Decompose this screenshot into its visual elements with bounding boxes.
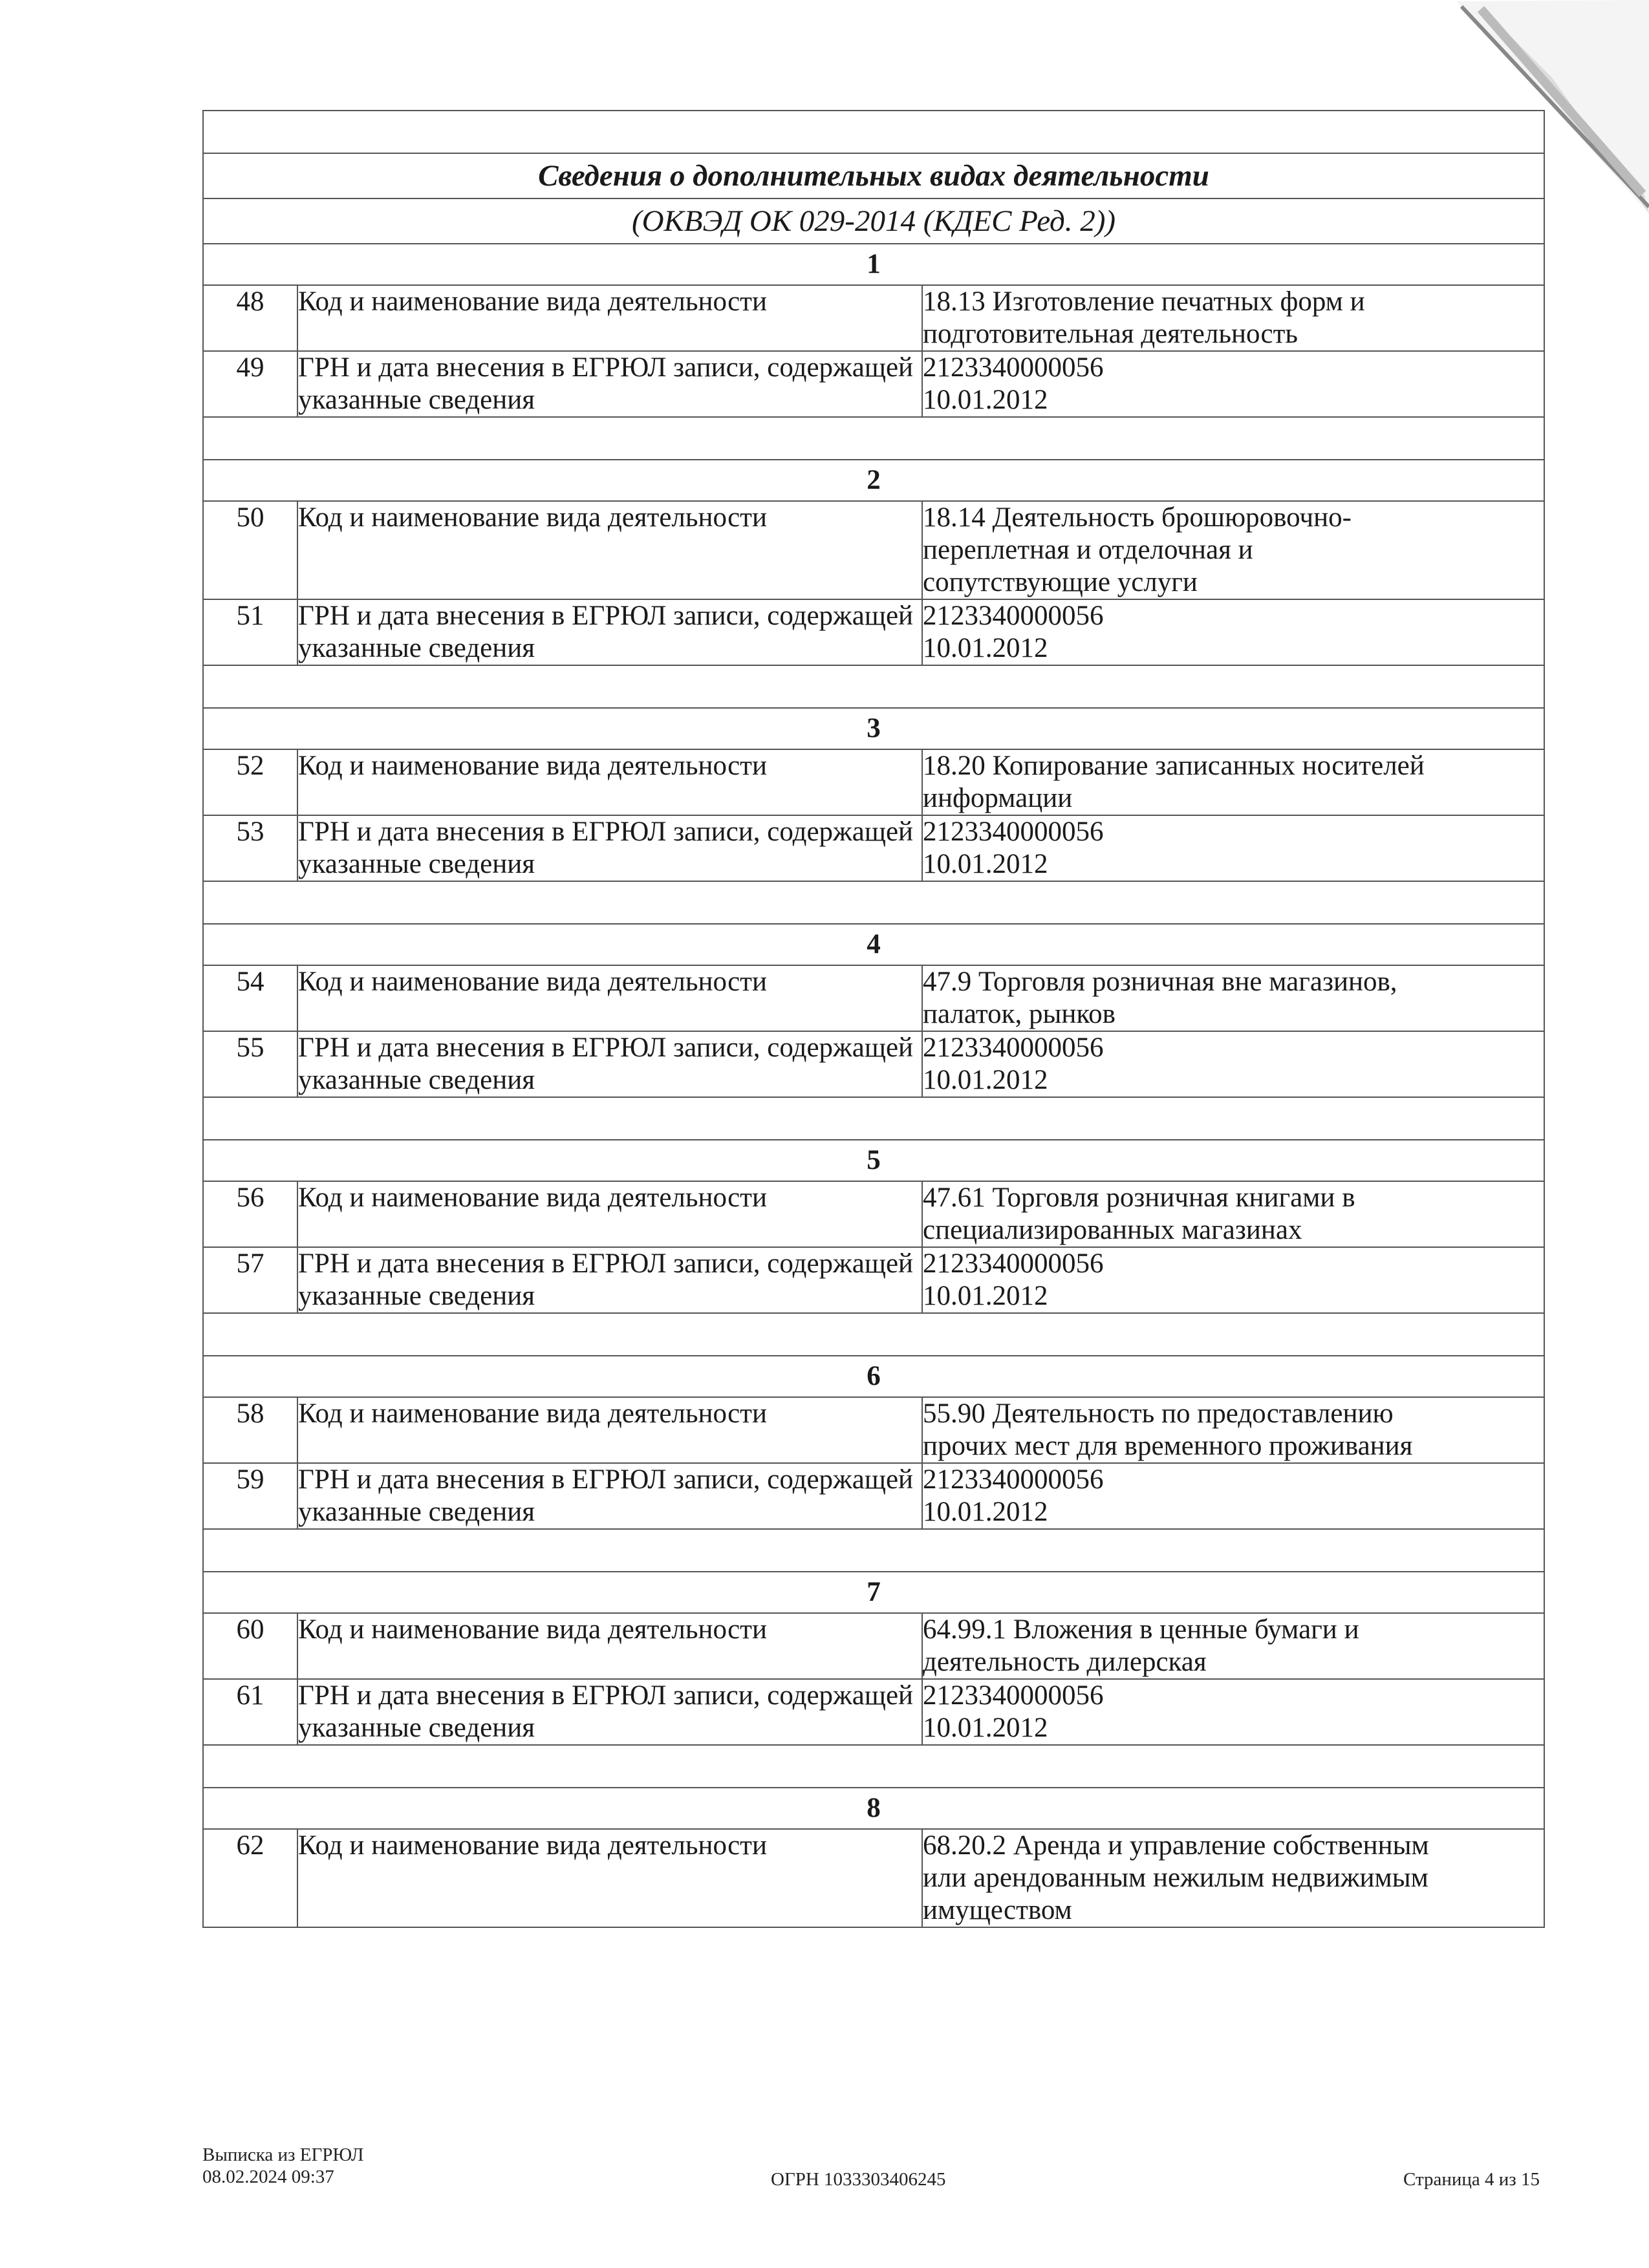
- subsection-number: 4: [203, 924, 1544, 965]
- field-label: ГРН и дата внесения в ЕГРЮЛ записи, содержащей указанные сведения: [297, 351, 922, 417]
- field-value-line: 10.01.2012: [923, 1065, 1048, 1095]
- table-row: [203, 501, 1544, 599]
- subsection-number-row: [203, 1140, 1544, 1181]
- field-value-line: 10.01.2012: [923, 633, 1048, 663]
- field-value-line: 2123340000056: [923, 817, 1104, 847]
- field-value-line: 2123340000056: [923, 1248, 1104, 1279]
- field-value-line: 18.20 Копирование записанных носителей: [923, 751, 1425, 781]
- field-value-line: 2123340000056: [923, 601, 1104, 631]
- field-value-line: сопутствующие услуги: [923, 567, 1198, 597]
- spacer-row: [203, 1313, 1544, 1356]
- field-label: ГРН и дата внесения в ЕГРЮЛ записи, содержащей указанные сведения: [297, 599, 922, 665]
- table-row: [203, 285, 1544, 351]
- row-number: 59: [203, 1463, 297, 1529]
- field-value-line: подготовительная деятельность: [923, 319, 1299, 349]
- field-value: [922, 815, 1544, 881]
- row-number: 55: [203, 1031, 297, 1097]
- row-number: 50: [203, 501, 297, 599]
- field-value-line: 55.90 Деятельность по предоставлению: [923, 1398, 1394, 1429]
- field-label: Код и наименование вида деятельности: [297, 285, 922, 351]
- subsection-number-row: [203, 708, 1544, 749]
- field-value-line: 10.01.2012: [923, 1713, 1048, 1743]
- subsection-number-row: [203, 1572, 1544, 1613]
- table-row: [203, 749, 1544, 815]
- field-value-line: 47.9 Торговля розничная вне магазинов,: [923, 967, 1397, 997]
- section-title: Сведения о дополнительных видах деятельности: [203, 153, 1544, 198]
- field-value-line: 68.20.2 Аренда и управление собственным: [923, 1830, 1429, 1861]
- row-number: 62: [203, 1829, 297, 1927]
- field-value-line: палаток, рынков: [923, 999, 1116, 1029]
- row-number: 56: [203, 1181, 297, 1247]
- spacer-row: [203, 111, 1544, 153]
- field-value: [922, 1463, 1544, 1529]
- field-value: [922, 351, 1544, 417]
- field-label: Код и наименование вида деятельности: [297, 1397, 922, 1463]
- table-row: [203, 1463, 1544, 1529]
- subsection-number: 5: [203, 1140, 1544, 1181]
- field-value: [922, 1679, 1544, 1745]
- egrul-table: [202, 110, 1545, 1928]
- field-label: Код и наименование вида деятельности: [297, 749, 922, 815]
- footer-left: [202, 2144, 363, 2188]
- subsection-number-row: [203, 1788, 1544, 1829]
- field-label: Код и наименование вида деятельности: [297, 501, 922, 599]
- spacer-row: [203, 1745, 1544, 1788]
- subsection-number: 1: [203, 244, 1544, 285]
- field-value-line: специализированных магазинах: [923, 1215, 1302, 1245]
- table-row: [203, 599, 1544, 665]
- field-label: ГРН и дата внесения в ЕГРЮЛ записи, содержащей указанные сведения: [297, 1679, 922, 1745]
- row-number: 48: [203, 285, 297, 351]
- field-value: [922, 1829, 1544, 1927]
- field-label: ГРН и дата внесения в ЕГРЮЛ записи, содержащей указанные сведения: [297, 1031, 922, 1097]
- classifier-name: (ОКВЭД ОК 029-2014 (КДЕС Ред. 2)): [203, 198, 1544, 244]
- field-value: [922, 1181, 1544, 1247]
- field-label: ГРН и дата внесения в ЕГРЮЛ записи, содержащей указанные сведения: [297, 1247, 922, 1313]
- row-number: 54: [203, 965, 297, 1031]
- field-value-line: или арендованным нежилым недвижимым: [923, 1863, 1428, 1893]
- field-label: ГРН и дата внесения в ЕГРЮЛ записи, содержащей указанные сведения: [297, 815, 922, 881]
- table-row: [203, 1181, 1544, 1247]
- spacer-row: [203, 1097, 1544, 1140]
- field-value: [922, 965, 1544, 1031]
- classifier-row: [203, 198, 1544, 244]
- field-value-line: 2123340000056: [923, 1680, 1104, 1711]
- spacer-row: [203, 881, 1544, 924]
- subsection-number: 8: [203, 1788, 1544, 1829]
- table-row: [203, 1829, 1544, 1927]
- subsection-number: 7: [203, 1572, 1544, 1613]
- field-value-line: 2123340000056: [923, 1464, 1104, 1495]
- subsection-number: 6: [203, 1356, 1544, 1397]
- field-value-line: прочих мест для временного проживания: [923, 1431, 1413, 1461]
- field-value-line: имуществом: [923, 1895, 1072, 1925]
- table-row: [203, 1031, 1544, 1097]
- table-row: [203, 1613, 1544, 1679]
- field-value-line: 10.01.2012: [923, 385, 1048, 415]
- table-row: [203, 815, 1544, 881]
- field-value-line: деятельность дилерская: [923, 1647, 1207, 1677]
- table-row: [203, 1247, 1544, 1313]
- footer-doc-name: Выписка из ЕГРЮЛ: [202, 2145, 364, 2165]
- field-value: [922, 1031, 1544, 1097]
- row-number: 51: [203, 599, 297, 665]
- field-value-line: 47.61 Торговля розничная книгами в: [923, 1182, 1355, 1213]
- field-value: [922, 1247, 1544, 1313]
- subsection-number-row: [203, 1356, 1544, 1397]
- subsection-number: 2: [203, 460, 1544, 501]
- row-number: 53: [203, 815, 297, 881]
- field-value-line: 18.14 Деятельность брошюровочно-: [923, 502, 1352, 533]
- field-value: [922, 599, 1544, 665]
- field-value-line: информации: [923, 783, 1073, 813]
- subsection-number-row: [203, 244, 1544, 285]
- field-label: Код и наименование вида деятельности: [297, 1829, 922, 1927]
- row-number: 61: [203, 1679, 297, 1745]
- field-value-line: переплетная и отделочная и: [923, 535, 1253, 565]
- row-number: 52: [203, 749, 297, 815]
- field-value: [922, 285, 1544, 351]
- field-value-line: 10.01.2012: [923, 849, 1048, 879]
- row-number: 60: [203, 1613, 297, 1679]
- field-value-line: 2123340000056: [923, 1032, 1104, 1063]
- table-row: [203, 351, 1544, 417]
- subsection-number: 3: [203, 708, 1544, 749]
- footer-page-number: Страница 4 из 15: [1403, 2169, 1540, 2190]
- spacer-row: [203, 665, 1544, 708]
- field-value-line: 64.99.1 Вложения в ценные бумаги и: [923, 1614, 1359, 1645]
- footer-ogrn: ОГРН 1033303406245: [771, 2169, 946, 2190]
- subsection-number-row: [203, 460, 1544, 501]
- footer-datetime: 08.02.2024 09:37: [202, 2166, 334, 2187]
- table-row: [203, 1679, 1544, 1745]
- row-number: 49: [203, 351, 297, 417]
- table-row: [203, 1397, 1544, 1463]
- field-value-line: 10.01.2012: [923, 1497, 1048, 1527]
- spacer-row: [203, 1529, 1544, 1572]
- row-number: 58: [203, 1397, 297, 1463]
- field-label: Код и наименование вида деятельности: [297, 965, 922, 1031]
- field-value-line: 18.13 Изготовление печатных форм и: [923, 286, 1365, 317]
- table-row: [203, 965, 1544, 1031]
- field-value: [922, 501, 1544, 599]
- field-value: [922, 749, 1544, 815]
- row-number: 57: [203, 1247, 297, 1313]
- field-value: [922, 1397, 1544, 1463]
- field-value-line: 10.01.2012: [923, 1281, 1048, 1311]
- subsection-number-row: [203, 924, 1544, 965]
- field-value-line: 2123340000056: [923, 352, 1104, 383]
- section-title-row: [203, 153, 1544, 198]
- field-label: Код и наименование вида деятельности: [297, 1613, 922, 1679]
- field-label: ГРН и дата внесения в ЕГРЮЛ записи, содержащей указанные сведения: [297, 1463, 922, 1529]
- field-value: [922, 1613, 1544, 1679]
- spacer-row: [203, 417, 1544, 460]
- field-label: Код и наименование вида деятельности: [297, 1181, 922, 1247]
